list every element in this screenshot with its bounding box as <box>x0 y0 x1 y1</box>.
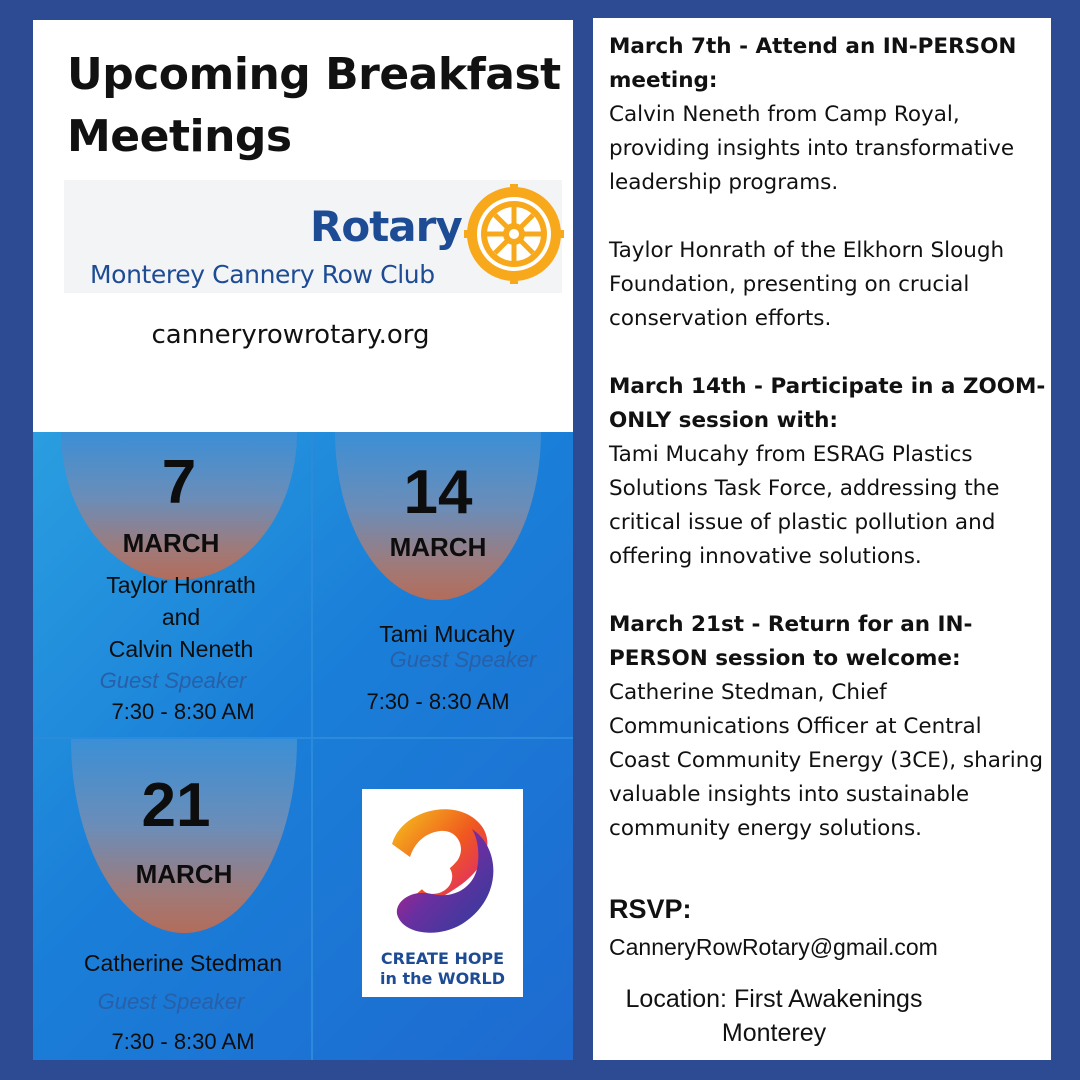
location: Location: First Awakenings Monterey <box>625 985 923 1047</box>
meeting-card-march-14 <box>313 432 573 737</box>
create-hope-logo <box>362 789 523 997</box>
meeting-time: 7:30 - 8:30 AM <box>111 699 255 724</box>
meeting-card-march-21 <box>33 739 311 1060</box>
details-panel <box>593 18 1051 1060</box>
march-7-speaker-2: Taylor Honrath of the Elkhorn Slough Foundation, presenting on crucial conservation efforts. <box>609 238 1005 331</box>
march-14-speaker: Tami Mucahy from ESRAG Plastics Solutions Task Force, addressing the critical issue of plastic pollution and offering innovative solutions. <box>609 442 1000 569</box>
march-14-details <box>609 370 1049 574</box>
meeting-day: 7 <box>161 448 197 517</box>
rsvp-email-link[interactable]: CanneryRowRotary@gmail.com <box>609 934 938 960</box>
meeting-day: 14 <box>403 458 473 527</box>
meeting-card-march-7 <box>33 432 311 737</box>
rotary-wheel-icon <box>464 184 564 284</box>
guest-speaker-label: Guest Speaker <box>389 647 537 672</box>
march-21-speaker: Catherine Stedman, Chief Communications Officer at Central Coast Community Energy (3CE), sharing valuable insights into sustainable community energy solutions. <box>609 680 1043 841</box>
march-21-heading: March 21st - Return for an IN- PERSON session to welcome: <box>609 612 973 671</box>
meeting-speaker: Tami Mucahy <box>379 621 515 647</box>
rotary-wordmark: Rotary <box>310 202 462 251</box>
meeting-month: MARCH <box>389 532 487 562</box>
meetings-grid <box>33 432 573 1060</box>
march-14-heading: March 14th - Participate in a ZOOM- ONLY session with: <box>609 374 1046 433</box>
meeting-month: MARCH <box>122 528 220 558</box>
club-name: Monterey Cannery Row Club <box>90 260 435 289</box>
header-panel <box>33 20 573 432</box>
meeting-day: 21 <box>141 771 211 840</box>
rotary-logo <box>64 180 562 293</box>
meeting-time: 7:30 - 8:30 AM <box>111 1029 255 1054</box>
guest-speaker-label: Guest Speaker <box>99 668 247 693</box>
page-title: Upcoming Breakfast Meetings <box>67 49 561 162</box>
create-hope-logo-icon <box>362 789 523 949</box>
rsvp-label: RSVP: <box>609 894 692 924</box>
guest-speaker-label: Guest Speaker <box>97 989 245 1014</box>
create-hope-text: CREATE HOPE in the WORLD <box>380 949 505 988</box>
march-21-details <box>609 608 1049 846</box>
march-7-speaker-1: Calvin Neneth from Camp Royal, providing insights into transformative leadership programs. <box>609 102 1015 195</box>
website-link[interactable]: canneryrowrotary.org <box>151 320 430 350</box>
meeting-speaker: Catherine Stedman <box>83 950 283 976</box>
meeting-speaker: Taylor Honrath and Calvin Neneth <box>106 572 256 662</box>
march-7-details <box>609 30 1049 336</box>
march-7-heading: March 7th - Attend an IN-PERSON meeting: <box>609 34 1017 93</box>
meeting-time: 7:30 - 8:30 AM <box>366 689 510 714</box>
meeting-month: MARCH <box>135 859 233 889</box>
